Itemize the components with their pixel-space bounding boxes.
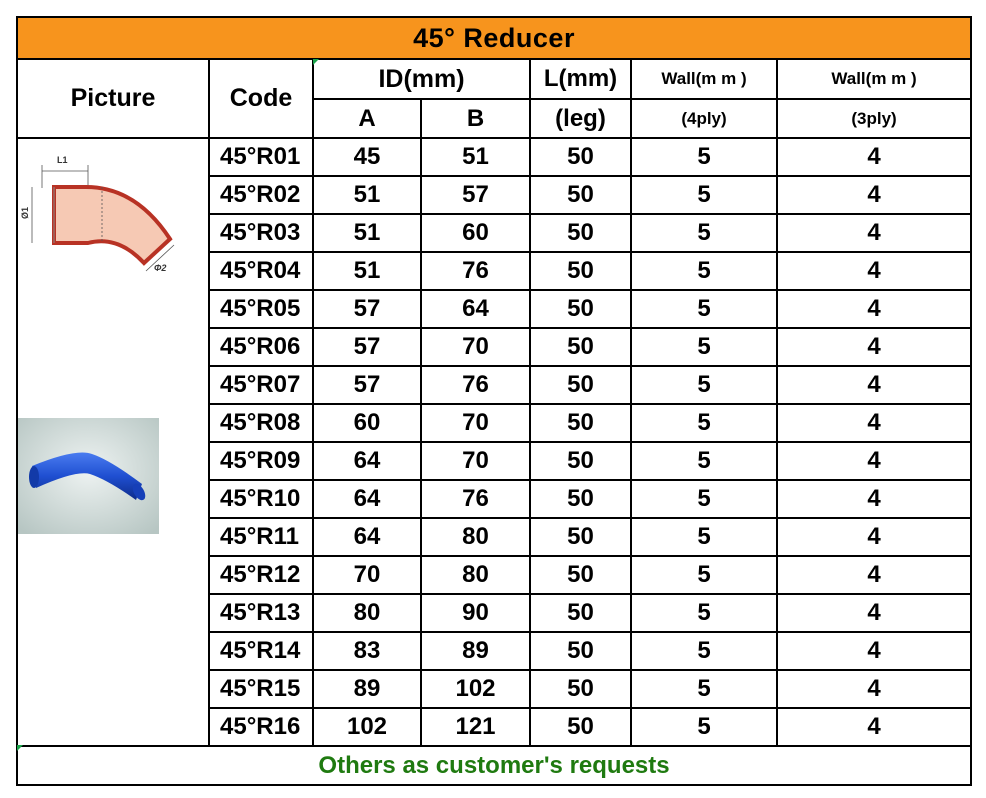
header-b: B (421, 99, 530, 138)
blue-hose-photo (18, 418, 159, 534)
row-id-b: 102 (421, 670, 530, 708)
reducer-diagram-icon (18, 143, 178, 293)
row-id-b: 76 (421, 480, 530, 518)
row-wall-3ply: 4 (777, 442, 971, 480)
row-code: 45°R12 (209, 556, 313, 594)
cell-marker-icon (17, 745, 23, 751)
row-wall-4ply: 5 (631, 328, 777, 366)
row-id-a: 64 (313, 480, 421, 518)
row-wall-4ply: 5 (631, 708, 777, 746)
row-code: 45°R03 (209, 214, 313, 252)
row-length: 50 (530, 556, 631, 594)
row-id-a: 64 (313, 518, 421, 556)
row-id-a: 51 (313, 214, 421, 252)
row-code: 45°R09 (209, 442, 313, 480)
row-length: 50 (530, 176, 631, 214)
row-wall-3ply: 4 (777, 518, 971, 556)
row-id-b: 76 (421, 366, 530, 404)
row-wall-3ply: 4 (777, 138, 971, 176)
row-id-b: 57 (421, 176, 530, 214)
row-code: 45°R04 (209, 252, 313, 290)
row-wall-4ply: 5 (631, 252, 777, 290)
row-code: 45°R14 (209, 632, 313, 670)
row-wall-3ply: 4 (777, 556, 971, 594)
row-wall-3ply: 4 (777, 632, 971, 670)
row-wall-4ply: 5 (631, 480, 777, 518)
header-4ply: (4ply) (631, 99, 777, 138)
row-id-b: 80 (421, 518, 530, 556)
header-wall-4ply: Wall(m m ) (631, 59, 777, 99)
row-code: 45°R05 (209, 290, 313, 328)
row-length: 50 (530, 442, 631, 480)
row-length: 50 (530, 480, 631, 518)
row-wall-4ply: 5 (631, 404, 777, 442)
row-id-b: 64 (421, 290, 530, 328)
header-picture: Picture (17, 59, 209, 138)
row-wall-3ply: 4 (777, 290, 971, 328)
row-id-a: 57 (313, 328, 421, 366)
row-wall-3ply: 4 (777, 252, 971, 290)
header-code: Code (209, 59, 313, 138)
row-length: 50 (530, 632, 631, 670)
row-id-b: 60 (421, 214, 530, 252)
row-code: 45°R02 (209, 176, 313, 214)
row-wall-4ply: 5 (631, 670, 777, 708)
row-code: 45°R16 (209, 708, 313, 746)
row-wall-4ply: 5 (631, 594, 777, 632)
footer-note: Others as customer's requests (17, 746, 971, 785)
header-length: L(mm) (530, 59, 631, 99)
row-id-a: 45 (313, 138, 421, 176)
row-id-b: 70 (421, 404, 530, 442)
row-wall-3ply: 4 (777, 480, 971, 518)
picture-cell (17, 138, 209, 746)
row-length: 50 (530, 518, 631, 556)
row-code: 45°R11 (209, 518, 313, 556)
row-wall-4ply: 5 (631, 138, 777, 176)
cell-marker-icon (313, 59, 319, 65)
header-3ply: (3ply) (777, 99, 971, 138)
row-id-b: 121 (421, 708, 530, 746)
row-id-a: 51 (313, 252, 421, 290)
row-wall-3ply: 4 (777, 670, 971, 708)
diagram-label-d2: Φ2 (154, 263, 167, 273)
header-wall-3ply: Wall(m m ) (777, 59, 971, 99)
row-wall-3ply: 4 (777, 328, 971, 366)
row-wall-4ply: 5 (631, 214, 777, 252)
row-length: 50 (530, 290, 631, 328)
row-id-a: 80 (313, 594, 421, 632)
row-wall-3ply: 4 (777, 404, 971, 442)
row-wall-4ply: 5 (631, 290, 777, 328)
row-id-b: 76 (421, 252, 530, 290)
header-id: ID(mm) (313, 59, 530, 99)
row-wall-3ply: 4 (777, 708, 971, 746)
row-id-a: 102 (313, 708, 421, 746)
diagram-label-d1: Ø1 (20, 206, 30, 219)
row-length: 50 (530, 328, 631, 366)
row-id-a: 83 (313, 632, 421, 670)
row-length: 50 (530, 708, 631, 746)
spec-sheet (16, 16, 970, 783)
row-length: 50 (530, 366, 631, 404)
row-id-a: 57 (313, 366, 421, 404)
row-code: 45°R15 (209, 670, 313, 708)
row-wall-4ply: 5 (631, 442, 777, 480)
table-title: 45° Reducer (17, 17, 971, 59)
row-code: 45°R07 (209, 366, 313, 404)
reducer-table (16, 16, 972, 786)
row-id-a: 64 (313, 442, 421, 480)
row-length: 50 (530, 214, 631, 252)
header-a: A (313, 99, 421, 138)
header-leg: (leg) (530, 99, 631, 138)
row-id-b: 89 (421, 632, 530, 670)
row-length: 50 (530, 138, 631, 176)
row-id-a: 70 (313, 556, 421, 594)
row-id-a: 60 (313, 404, 421, 442)
row-id-b: 80 (421, 556, 530, 594)
row-wall-4ply: 5 (631, 366, 777, 404)
row-wall-4ply: 5 (631, 176, 777, 214)
row-wall-4ply: 5 (631, 632, 777, 670)
diagram-label-l1: L1 (57, 155, 68, 165)
row-id-b: 70 (421, 442, 530, 480)
row-wall-4ply: 5 (631, 518, 777, 556)
row-length: 50 (530, 404, 631, 442)
row-id-b: 90 (421, 594, 530, 632)
row-length: 50 (530, 670, 631, 708)
table-row (17, 138, 971, 176)
row-id-b: 51 (421, 138, 530, 176)
row-wall-3ply: 4 (777, 594, 971, 632)
row-wall-3ply: 4 (777, 366, 971, 404)
row-length: 50 (530, 594, 631, 632)
row-code: 45°R01 (209, 138, 313, 176)
row-wall-3ply: 4 (777, 214, 971, 252)
row-id-b: 70 (421, 328, 530, 366)
row-wall-3ply: 4 (777, 176, 971, 214)
row-code: 45°R13 (209, 594, 313, 632)
row-wall-4ply: 5 (631, 556, 777, 594)
row-id-a: 57 (313, 290, 421, 328)
row-id-a: 89 (313, 670, 421, 708)
row-length: 50 (530, 252, 631, 290)
row-id-a: 51 (313, 176, 421, 214)
row-code: 45°R10 (209, 480, 313, 518)
row-code: 45°R08 (209, 404, 313, 442)
row-code: 45°R06 (209, 328, 313, 366)
